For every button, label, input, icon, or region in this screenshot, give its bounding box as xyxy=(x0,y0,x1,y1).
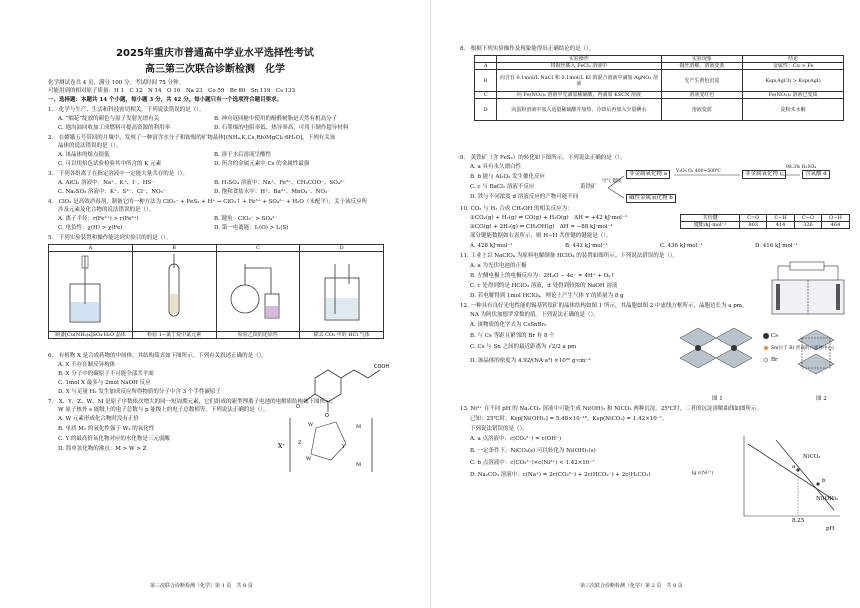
q9-flow-arrows-icon xyxy=(590,168,850,208)
q7-option-c: C. Y 的最高价氧化物对应的水化物是三元弱酸 xyxy=(58,436,170,442)
intro-line-2: 可能用到的相对原子质量：H 1 C 12 N 14 O 16 Na 23 Co 59 Br 80 Sn 119 Cs 133 xyxy=(48,88,296,94)
q3-option-b: B. H₂SO₄ 溶液中：Na⁺、Fe³⁺、CH₃COO⁻、SO₄²⁻ xyxy=(214,180,346,186)
svg-text:O: O xyxy=(296,404,300,410)
q5-apparatus-b xyxy=(132,252,216,332)
beaker-apparatus-icon xyxy=(55,254,125,328)
molecule-x-structure-icon xyxy=(290,358,390,418)
q9-arrow-roast: 空气 煅烧 xyxy=(602,179,622,184)
q5-caption-d: 除去 CO₂ 中的 HCl 气体 xyxy=(300,332,384,339)
q12-figure-2-label: 图 2 xyxy=(816,396,827,402)
question-7: 7. X、Y、Z、W、M 是原子序数依次增大的同一短周期元素，它们组成的新型锂离子电池的电解质结构如下图所示， xyxy=(48,399,337,405)
q2-option-a: A. 该晶体的熔点很低 xyxy=(58,152,110,158)
q8-row-b-conclusion: Ksp(AgCl) > Ksp(AgI) xyxy=(743,70,844,92)
q13-option-d: D. Na₂CO₃ 溶液中：c(Na⁺) = 2c(CO₃²⁻) + 2c(HCO₃⁻) + 2c(H₂CO₃) xyxy=(470,472,651,478)
q7-option-a: A. W 元素形成化合物时没有正价 xyxy=(58,416,139,422)
q9-option-d: D. 铁与不同浓度 d 溶液反应的产物可能不同 xyxy=(470,194,579,200)
q9-node-a: 非金属氧化物 a xyxy=(626,170,670,179)
q9-arrow-catalyst: V₂O₅ O₂ 400~500℃ xyxy=(676,169,721,174)
q8-row-a-operation: 将铜丝插入 FeCl₃ 溶液中 xyxy=(497,63,661,70)
table-row xyxy=(475,70,844,92)
q8-row-d-phenomenon: 溶液变蓝 xyxy=(661,99,743,121)
q1-option-b: B. 神舟返回舱中使用的酚醛树脂是天然有机高分子 xyxy=(214,116,338,122)
q11-option-c: C. c 处得到的是 HClO₄ 溶液，d 处得到较浓的 NaOH 溶液 xyxy=(470,283,618,289)
q7-option-b: B. 单质 M₂ 的氧化性强于 W₂ 的氧化性 xyxy=(58,426,155,432)
q8-row-b-phenomenon: 先产生黄色沉淀 xyxy=(661,70,743,92)
q13-y-axis-label: lg c(Ni²⁺) xyxy=(692,471,714,476)
q10-equation-1: ①CO₂(g) + H₂(g) ⇌ CO(g) + H₂O(g) ΔH = +42 kJ·mol⁻¹ xyxy=(470,215,628,221)
q5-apparatus-table xyxy=(48,244,384,339)
q9-node-b: 碱性金属氧化物 b xyxy=(626,194,676,203)
perovskite-structure-icon xyxy=(670,318,840,394)
q7-option-d: D. 简单氢化物的沸点：M > W > Z xyxy=(58,446,147,452)
q11-option-a: A. a 为光伏电池的正极 xyxy=(470,263,527,269)
question-10: 10. CO₂ 与 H₂ 合成 CH₃OH 的相关反应为： xyxy=(460,206,573,212)
q8-header-2: 实验现象 xyxy=(661,56,743,63)
q5-header-d: D xyxy=(300,245,384,252)
svg-text:M: M xyxy=(356,424,362,430)
q12-option-b: B. 与 Cs 等距且紧邻的 Br 有 8 个 xyxy=(470,333,555,339)
question-9: 9. 黄铁矿（含 FeS₂）的转化如下图所示。下列说法正确的是（）。 xyxy=(460,155,626,161)
q5-apparatus-c xyxy=(216,252,300,332)
q10-header-co-double: C=O xyxy=(740,215,767,222)
question-13-given: 已知：25℃时，Ksp[Ni(OH)₂] = 5.48×10⁻¹⁶，Ksp(NiCO₃) = 1.42×10⁻⁷。 xyxy=(470,416,668,422)
q6-option-b: B. X 分子中的碳原子不可能全部共平面 xyxy=(58,371,154,377)
question-4-cont: 涉及元素及化合物的说法错误的是（）。 xyxy=(58,207,155,213)
q11-option-b: B. 左侧电极上的电极反应为：2H₂O − 4e⁻ = 4H⁺ + O₂↑ xyxy=(470,273,616,279)
question-4: 4. ClO₂ 是高效消毒剂，制备它的一种方法为 ClO₃⁻ + FeS₂ + H⁺ → ClO₂↑ + Fe³⁺ + SO₄²⁻ + H₂O（未配平），关于该反应所 xyxy=(48,199,368,205)
q6-option-a: A. X 不存在顺反异构体 xyxy=(58,362,116,368)
q5-header-c: C xyxy=(216,245,300,252)
q5-caption-b: 检验 1−氯丁烷中氯元素 xyxy=(132,332,216,339)
table-row xyxy=(475,99,844,121)
q8-row-a-label: A xyxy=(475,63,497,70)
q8-row-c-phenomenon: 溶液变红色 xyxy=(661,92,743,99)
svg-text:COOH: COOH xyxy=(374,364,390,370)
question-13: 13. Ni²⁺ 在不同 pH 的 Na₂CO₃ 溶液中可能生成 Ni(OH)₂ 和 NiCO₃ 两种沉淀。25℃时，二者的沉淀溶解曲线如图所示。 xyxy=(460,406,762,412)
question-3: 3. 下列各组离子在指定溶液中一定能大量共存的是（）。 xyxy=(48,171,188,177)
q10-option-a: A. 428 kJ·mol⁻¹ xyxy=(470,243,513,249)
svg-text:W: W xyxy=(308,422,314,428)
q6-option-d: D. X 与足量 H₂ 发生加成反应所得物质的分子中含 3 个手性碳原子 xyxy=(58,389,221,395)
q10-header-bond: 共价键 xyxy=(681,215,740,222)
svg-text:W: W xyxy=(306,456,312,462)
q10-option-c: C. 436 kJ·mol⁻¹ xyxy=(660,243,703,249)
q3-option-a: A. AlCl₃ 溶液中：Na⁺、K⁺、I⁻、HS⁻ xyxy=(58,180,155,186)
intro-line-1: 化学测试卷共 4 页，满分 100 分。考试时间 75 分钟。 xyxy=(48,80,184,86)
q10-option-b: B. 442 kJ·mol⁻¹ xyxy=(565,243,608,249)
q8-row-c-conclusion: Fe(NO₃)₂ 溶液已变质 xyxy=(743,92,844,99)
q10-header-oh: O−H xyxy=(821,215,849,222)
q8-row-b-label: B xyxy=(475,70,497,92)
table-row xyxy=(475,63,844,70)
q8-row-c-operation: 向 Fe(NO₃)₂ 溶液中先滴加稀硫酸，再滴加 KSCN 溶液 xyxy=(497,92,661,99)
q5-header-a: A xyxy=(49,245,133,252)
question-2: 2. 在嫦娥五号带回的月壤中，发现了一种富含水分子和铵根的矿物晶体[(NH₄,K,Cs,Rb)MgCl₃·6H₂O]。下列有关该 xyxy=(48,135,336,141)
q13-option-a: A. a 点溶液中：c(CO₃²⁻) = c(OH⁻) xyxy=(470,436,562,442)
q9-node-pyrite: 黄铁矿 xyxy=(580,184,597,190)
q6-option-c: C. 1mol X 最多与 2mol NaOH 反应 xyxy=(58,380,151,386)
q10-header-ch: C−H xyxy=(767,215,795,222)
gas-wash-bottle-icon xyxy=(307,254,377,328)
electrolysis-cell-icon xyxy=(768,260,848,320)
q10-value-oh: 464 xyxy=(821,222,849,229)
q13-x-axis-label: pH xyxy=(826,526,835,532)
q8-row-c-label: C xyxy=(475,92,497,99)
q10-header-co: C−O xyxy=(794,215,821,222)
q2-option-d: D. 所含的金属元素中 Cs 的金属性最强 xyxy=(214,161,310,167)
right-page-footer: 第三次联合诊断检测（化学）第 2 页 共 8 页 xyxy=(580,583,683,589)
q8-row-a-conclusion: 金属性：Cu > Fe xyxy=(743,63,844,70)
left-page-footer: 第三次联合诊断检测（化学）第 1 页 共 8 页 xyxy=(150,583,253,589)
q10-equation-2: ②CO(g) + 2H₂(g) ⇌ CH₃OH(g) ΔH = −88 kJ·mol⁻¹ xyxy=(470,224,613,230)
q8-header-3: 结论 xyxy=(743,56,844,63)
q8-row-d-operation: 向蛋粉溶液中加入适量稀硫酸并加热，冷却后再加入少量碘水 xyxy=(497,99,661,121)
q8-row-d-conclusion: 淀粉未水解 xyxy=(743,99,844,121)
point-a xyxy=(796,468,799,471)
q5-caption-a: 制备[Cu(NH₃)₄]SO₄·H₂O 晶体 xyxy=(49,332,133,339)
q5-caption-c: 检验乙炔的还原性 xyxy=(216,332,300,339)
point-b xyxy=(816,482,819,485)
q12-legend-cs: Cs xyxy=(771,333,779,339)
q3-option-c: C. Na₂SO₃ 溶液中：K⁺、S²⁻、Cl⁻、NO₃⁻ xyxy=(58,189,166,195)
svg-text:Z: Z xyxy=(298,440,302,446)
question-5: 5. 下列实验装置和操作能达到实验目的的是（）。 xyxy=(48,235,172,241)
solubility-curve-chart xyxy=(726,430,846,530)
q12-option-c: C. Cs 与 Sn 之间的最近距离为 √2/2 a pm xyxy=(470,344,577,350)
q4-option-a: A. 离子半径：r(Fe²⁺) > r(Fe³⁺) xyxy=(58,216,139,222)
exam-title: 2025年重庆市普通高中学业水平选择性考试 xyxy=(116,48,314,59)
question-1: 1. 化学与生产、生活和科技密切相关。下列说法错误的是（）。 xyxy=(48,107,205,113)
question-12: 12. 一种具有良好光电性能的锡基钙钛矿的晶体结构如图 1 所示，其晶胞如图 2 中虚线方框所示，晶胞边长为 a pm。 xyxy=(460,303,748,309)
q10-value-ch: 414 xyxy=(767,222,795,229)
test-tube-apparatus-icon xyxy=(139,254,209,328)
question-11: 11. 工业上以 NaClO₄ 为原料电解制备 HClO₄ 的装置如图所示。下列说法错误的是（）。 xyxy=(460,253,678,259)
q4-option-c: C. 电负性：χ(H) > χ(Fe) xyxy=(58,225,123,231)
q5-apparatus-d xyxy=(300,252,384,332)
q10-value-co: 326 xyxy=(794,222,821,229)
q9-option-c: C. c 与 BaCl₂ 溶液不反应 xyxy=(470,184,535,190)
q1-option-d: D. 石墨烯的电阻率低、热导率高，可用于制作超导材料 xyxy=(214,125,349,131)
q5-apparatus-a xyxy=(49,252,133,332)
nico3-curve xyxy=(748,444,834,500)
q12-figure-1-label: 图 1 xyxy=(712,396,723,402)
flask-apparatus-icon xyxy=(223,254,293,328)
svg-text:M: M xyxy=(356,462,362,468)
q8-header-1: 实验操作 xyxy=(497,56,661,63)
question-13-prompt: 下列说法错误的是（）。 xyxy=(470,426,528,432)
question-8: 8. 根据下列实验操作及现象能得出正确结论的是（）。 xyxy=(460,46,595,52)
q13-label-a: a xyxy=(792,464,796,470)
q12-legend-sn: Sn(位于 Br 形成的八面体中心) xyxy=(771,346,834,351)
q4-option-d: D. 第一电离能：I₁(O) > I₁(S) xyxy=(214,225,289,231)
q13-label-ph-value: 8.25 xyxy=(792,518,805,524)
q8-header-0 xyxy=(475,56,497,63)
q12-option-d: D. 该晶体的密度为 4.92/(NA·a³) ×10³² g·cm⁻³ xyxy=(470,358,591,364)
q9-arrow-absorb: 98.3% H₂SO₄ xyxy=(786,165,817,170)
section-1-heading: 一、选择题：本题共 14 个小题，每小题 3 分，共 42 分。每小题只有一个选项符合题目要求。 xyxy=(48,97,283,103)
q1-option-c: C. 地沟油回收加工成燃料可提高资源的利用率 xyxy=(58,125,171,131)
question-6: 6. 有机物 X 是合成药物的中间体，其结构简式如下图所示。下列有关叙述正确的是（）。 xyxy=(48,353,267,359)
q10-value-label: 键能/kJ·mol⁻¹ xyxy=(681,222,740,229)
question-2-cont: 晶体的说法错误的是（）。 xyxy=(58,143,122,149)
q9-node-c: 非金属氧化物 c xyxy=(742,170,786,179)
q9-option-b: B. b 能与 Al₂O₃ 发生催化反应 xyxy=(470,174,545,180)
q8-experiment-table xyxy=(474,55,844,121)
question-12-cont: NA 为阿伏加德罗常数的值。下列说法正确的是（）。 xyxy=(470,312,599,318)
q9-option-a: A. a 具有永久漂白性 xyxy=(470,164,521,170)
question-7-cont: W 原子核外 s 能级上的电子总数与 p 能级上的电子总数相等。下列说法正确的是（）。 xyxy=(58,407,269,413)
q8-row-a-phenomenon: 铜丝溶解，溶液变蓝 xyxy=(661,63,743,70)
q13-option-c: C. b 点溶液中：c(CO₃²⁻)×c(Ni²⁺) < 1.42×10⁻⁷ xyxy=(470,460,595,466)
electrolyte-structure-icon xyxy=(276,410,386,480)
q10-note: 部分键能数据如右表所示，则 H−H 共价键的键能是（）。 xyxy=(470,233,612,239)
q3-option-d: D. 饱和食盐水中：H⁺、Ba²⁺、MnO₄⁻、NO₃⁻ xyxy=(214,189,331,195)
q9-node-d: 含氧酸 d xyxy=(802,170,830,179)
q2-option-b: B. 溶于水后溶液呈酸性 xyxy=(214,152,272,158)
q11-option-d: D. 若电解得到 1mol HClO₄，理论上产生气体 Y 的质量为 8 g xyxy=(470,293,624,299)
q8-row-b-operation: 向含有 0.1mol/L NaCl 和 0.1mol/L KI 的混合溶液中滴加 AgNO₃ 溶液 xyxy=(497,70,661,92)
q13-label-nico3: NiCO₃ xyxy=(803,454,821,460)
q2-option-c: C. 可以用焰色试验检验其中所含的 K 元素 xyxy=(58,161,162,167)
table-row xyxy=(475,92,844,99)
q10-bond-energy-table xyxy=(680,214,850,229)
exam-subtitle: 高三第三次联合诊断检测 化学 xyxy=(145,64,285,75)
q1-option-a: A. “烟花”绽放的颜色与原子发射光谱有关 xyxy=(58,116,160,122)
svg-text:X⁺: X⁺ xyxy=(278,443,286,450)
q13-label-b: b xyxy=(822,478,826,484)
q5-header-b: B xyxy=(132,245,216,252)
q8-row-d-label: D xyxy=(475,99,497,121)
q10-option-d: D. 416 kJ·mol⁻¹ xyxy=(755,243,798,249)
right-page xyxy=(430,0,860,608)
q10-value-co-double: 803 xyxy=(740,222,767,229)
q13-option-b: B. 一定条件下，NiCO₃(s) 可以转化为 Ni(OH)₂(s) xyxy=(470,448,596,454)
q4-option-b: B. 键角：ClO₃⁻ > SO₄²⁻ xyxy=(214,216,278,222)
q13-label-nioh2: Ni(OH)₂ xyxy=(816,496,839,502)
q12-option-a: A. 该物质的化学式为 CsSnBr₆ xyxy=(470,322,547,328)
q12-legend-br: Br xyxy=(771,357,778,363)
svg-text:O: O xyxy=(325,413,329,418)
svg-text:Y: Y xyxy=(342,444,346,450)
